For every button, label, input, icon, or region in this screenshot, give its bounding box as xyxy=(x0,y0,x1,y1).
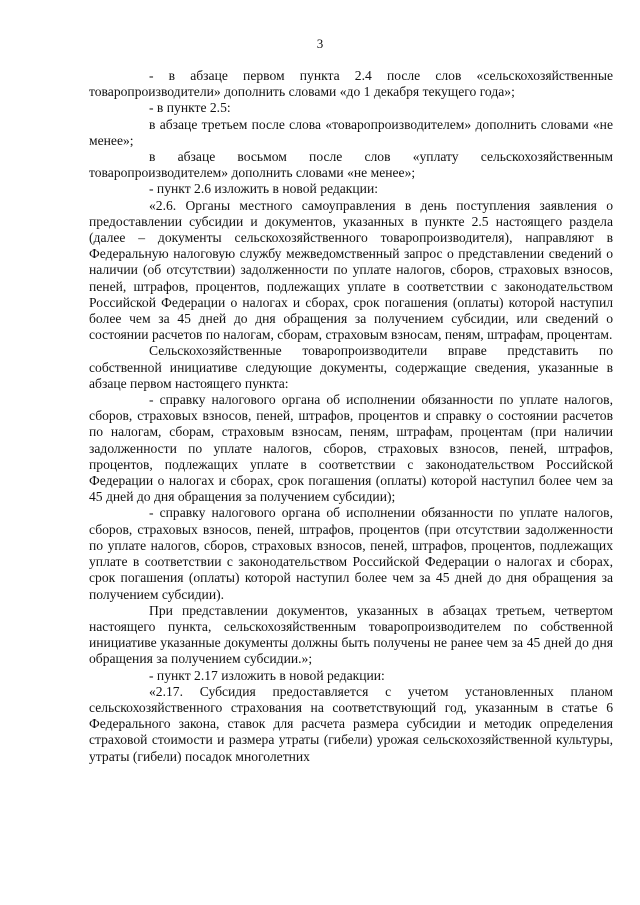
paragraph: - справку налогового органа об исполнении обязанности по уплате налогов, сборов, страховых взносов, пеней, штрафов, процентов (при отсутствии задолженности по уплате налогов, сборов, страховых взносов, пеней, штрафов, процентов, подлежащих уплате в соответствии с законодательством Российской Федерации о налогах и сборах, срок погашения (оплаты) которой наступил более чем за 45 дней до дня обращения за получением субсидии). xyxy=(89,505,613,602)
paragraph: - пункт 2.6 изложить в новой редакции: xyxy=(149,181,379,197)
paragraph: - в абзаце первом пункта 2.4 после слов «сельскохозяйственные товаропроизводители» дополнить словами «до 1 декабря текущего года»; xyxy=(89,68,613,100)
paragraph: - справку налогового органа об исполнении обязанности по уплате налогов, сборов, страховых взносов, пеней, штрафов, процентов и справку о состоянии расчетов по налогам, сборам, страховым взносам, пеням, штрафам, процентам (при наличии задолженности по уплате налогов, сборов, страховых взносов, пеней, штрафов, процентов, подлежащих уплате в соответствии с законодательством Российской Федерации о налогах и сборах, срок погашения (оплаты) которой наступил более чем за 45 дней до дня обращения за получением субсидии); xyxy=(89,392,613,505)
paragraph: «2.17. Субсидия предоставляется с учетом установленных планом сельскохозяйственного страхования на соответствующий год, указанным в статье 6 Федерального закона, ставок для расчета размера субсидии и методик определения страховой стоимости и размера утраты (гибели) урожая сельскохозяйственной культуры, утраты (гибели) посадок многолетних xyxy=(89,683,613,764)
paragraph: в абзаце третьем после слова «товаропроизводителем» дополнить словами «не менее»; xyxy=(89,116,613,148)
paragraph: При представлении документов, указанных в абзацах третьем, четвертом настоящего пункта, сельскохозяйственным товаропроизводителем по собственной инициативе указанные документы должны быть получены не ранее чем за 45 дней до дня обращения за получением субсидии.»; xyxy=(89,602,613,667)
paragraph: - в пункте 2.5: xyxy=(149,100,231,116)
paragraph: в абзаце восьмом после слов «уплату сельскохозяйственным товаропроизводителем» дополнить словами «не менее»; xyxy=(89,149,613,181)
paragraph: «2.6. Органы местного самоуправления в день поступления заявления о предоставлении субсидии и документов, указанных в пункте 2.5 настоящего раздела (далее – документы сельскохозяйственного товаропроизводителя), направляют в Федеральную налоговую службу межведомственный запрос о представлении сведений о наличии (об отсутствии) задолженности по уплате налогов, сборов, страховых взносов, пеней, штрафов, процентов, подлежащих уплате в соответствии с законодательством Российской Федерации о налогах и сборах, срок погашения (оплаты) которой наступил более чем за 45 дней до дня обращения за получением субсидии, или сведений о состоянии расчетов по налогам, сборам, страховым взносам, пеням, штрафам, процентам. xyxy=(89,197,613,343)
page-number: 3 xyxy=(316,36,324,51)
paragraph: - пункт 2.17 изложить в новой редакции: xyxy=(149,667,385,683)
paragraph: Сельскохозяйственные товаропроизводители вправе представить по собственной инициативе следующие документы, содержащие сведения, указанные в абзаце первом настоящего пункта: xyxy=(89,343,613,391)
document-body xyxy=(89,68,613,765)
